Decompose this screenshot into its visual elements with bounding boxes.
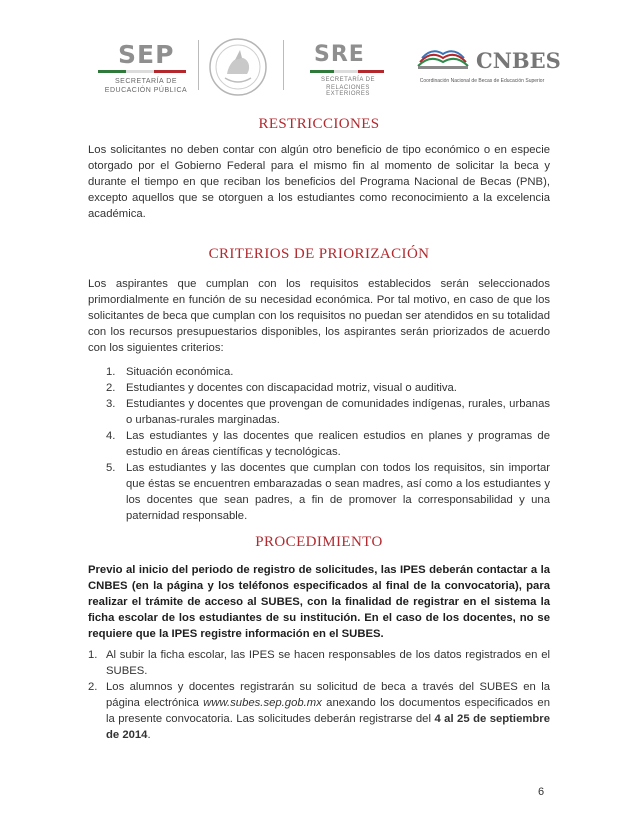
restricciones-paragraph: Los solicitantes no deben contar con algún otro beneficio de tipo económico o en especie otorgado por el Gobierno Federal para el mismo fin al momento de solicitar la beca y durante el tiempo en que reciban los beneficios del Programa Nacional de Becas (PNB), excepto aquellos que se otorguen a los estudiantes como reconocimiento a la excelencia académica. bbox=[88, 144, 550, 221]
list-item-number: 5. bbox=[106, 462, 116, 474]
criterios-heading: CRITERIOS DE PRIORIZACIÓN bbox=[208, 246, 430, 262]
list-item bbox=[106, 460, 550, 524]
criterios-list bbox=[106, 364, 550, 524]
list-item-text: Las estudiantes y las docentes que cumplan con todos los requisitos, sin importar que éstas se encuentren embarazadas o sean madres, así como a los estudiantes y los docentes que sean padres, a fin de promover la corresponsabilidad y una paternidad responsable. bbox=[126, 462, 550, 522]
cnbes-logo-subtitle: Coordinación Nacional de Becas de Educación Superior bbox=[419, 78, 545, 84]
list-item bbox=[106, 364, 550, 380]
list-item bbox=[88, 679, 550, 743]
restricciones-heading: RESTRICCIONES bbox=[258, 116, 380, 132]
flag-stripe-red bbox=[154, 70, 186, 73]
sep-logo-subtitle-1: SECRETARÍA DE bbox=[115, 78, 177, 85]
flag-stripe-white bbox=[126, 70, 154, 73]
list-item-number: 4. bbox=[106, 430, 116, 442]
list-item-number: 2. bbox=[88, 681, 98, 693]
list-item bbox=[88, 647, 550, 679]
list-item-text: Estudiantes y docentes con discapacidad motriz, visual o auditiva. bbox=[126, 382, 457, 394]
list-item-number: 2. bbox=[106, 382, 116, 394]
header-divider bbox=[198, 40, 199, 90]
registration-dates: 4 al 25 de septiembre de 2014 bbox=[106, 713, 550, 741]
list-item-text: anexando los documentos especificados en la presente convocatoria. Las solicitudes deberán registrarse del bbox=[106, 697, 550, 725]
sre-logo-subtitle-2: RELACIONES EXTERIORES bbox=[326, 85, 370, 97]
flag-stripe-green bbox=[98, 70, 126, 73]
header-divider bbox=[283, 40, 284, 90]
page-number: 6 bbox=[538, 786, 545, 798]
list-item bbox=[106, 380, 550, 396]
list-item-text: Estudiantes y docentes que provengan de comunidades indígenas, rurales, urbanas o urbanas-rurales marginadas. bbox=[126, 398, 550, 426]
sep-logo-subtitle-2: EDUCACIÓN PÚBLICA bbox=[104, 87, 188, 94]
list-item-text: Al subir la ficha escolar, las IPES se hacen responsables de los datos registrados en el SUBES. bbox=[106, 649, 550, 677]
list-item-text: Situación económica. bbox=[126, 366, 234, 378]
list-item-number: 1. bbox=[88, 649, 98, 661]
sre-logo-text: SRE bbox=[314, 42, 365, 67]
national-seal-icon bbox=[207, 36, 269, 98]
list-item-text: Las estudiantes y las docentes que realicen estudios en planes y programas de estudio en áreas científicas y tecnológicas. bbox=[126, 430, 550, 458]
procedimiento-heading: PROCEDIMIENTO bbox=[255, 534, 383, 550]
flag-stripe-green bbox=[310, 70, 334, 73]
sre-logo bbox=[300, 38, 390, 98]
cnbes-logo-text: CNBES bbox=[476, 48, 561, 73]
criterios-paragraph: Los aspirantes que cumplan con los requisitos establecidos serán seleccionados primordialmente en función de su necesidad económica. Por tal motivo, en caso de que los solicitantes de beca que cumplan con los requisitos no puedan ser atendidos en su totalidad con los recursos presupuestarios disponibles, los aspirantes serán priorizados de acuerdo con los siguientes criterios: bbox=[88, 278, 550, 355]
list-item-number: 3. bbox=[106, 398, 116, 410]
list-item-text: Los alumnos y docentes registrarán su solicitud de beca a través del SUBES en la página electrónica bbox=[106, 681, 550, 709]
cnbes-logo bbox=[412, 40, 561, 90]
list-item bbox=[106, 428, 550, 460]
procedimiento-paragraph: Previo al inicio del periodo de registro de solicitudes, las IPES deberán contactar a la CNBES (en la página y los teléfonos especificados al final de la convocatoria), para realizar el trámite de acceso al SUBES, con la finalidad de registrar en el sistema la ficha escolar de los estudiantes de su institución. En el caso de los docentes, no se requiere que la IPES registre información en el SUBES. bbox=[88, 564, 550, 640]
flag-stripe-white bbox=[334, 70, 358, 73]
flag-stripe-red bbox=[358, 70, 384, 73]
page-header bbox=[0, 0, 638, 105]
list-item bbox=[106, 396, 550, 428]
sep-logo-text: SEP bbox=[118, 40, 175, 69]
list-item-number: 1. bbox=[106, 366, 116, 378]
sep-logo bbox=[98, 30, 193, 98]
list-item-text: . bbox=[147, 729, 151, 741]
procedimiento-list bbox=[88, 647, 550, 743]
sre-logo-subtitle-1: SECRETARÍA DE bbox=[320, 77, 376, 83]
subes-url: www.subes.sep.gob.mx bbox=[203, 697, 322, 709]
open-book-icon bbox=[414, 44, 472, 74]
